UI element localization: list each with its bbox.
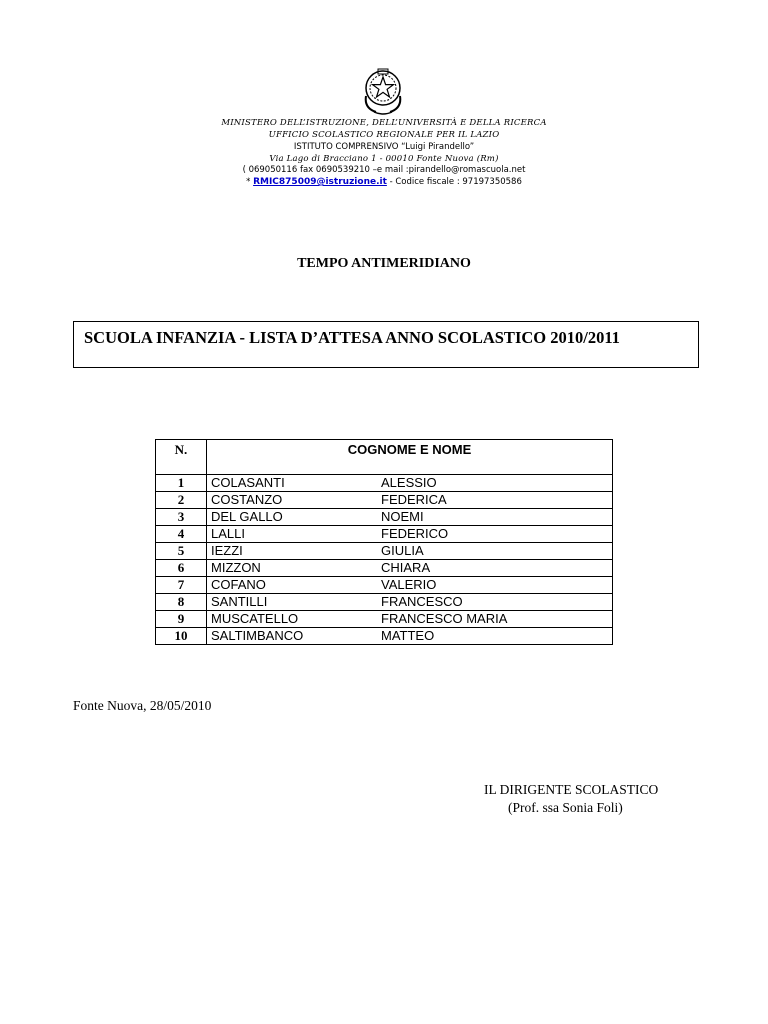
- table-header-row: [156, 440, 613, 475]
- surname: LALLI: [211, 526, 245, 541]
- row-number: 10: [156, 628, 207, 645]
- signatory-name: (Prof. ssa Sonia Foli): [508, 800, 623, 815]
- column-header-name: COGNOME E NOME: [207, 440, 613, 475]
- title-box: [73, 321, 699, 368]
- row-number: 7: [156, 577, 207, 594]
- first-name: CHIARA: [381, 560, 431, 575]
- surname: MIZZON: [211, 560, 261, 575]
- section-heading: TEMPO ANTIMERIDIANO: [297, 256, 471, 271]
- surname: COFANO: [211, 577, 266, 592]
- row-number: 2: [156, 492, 207, 509]
- surname: SALTIMBANCO: [211, 628, 304, 643]
- first-name: FEDERICO: [381, 526, 449, 541]
- place-and-date: Fonte Nuova, 28/05/2010: [73, 698, 212, 713]
- address-line: Via Lago di Bracciano 1 - 00010 Fonte Nuova (Rm): [269, 154, 499, 164]
- first-name: FRANCESCO MARIA: [381, 611, 508, 626]
- surname: DEL GALLO: [211, 509, 283, 524]
- row-number: 5: [156, 543, 207, 560]
- surname: SANTILLI: [211, 594, 268, 609]
- contacts-line: ( 069050116 fax 0690539210 –e mail :pirandello@romascuola.net: [242, 165, 526, 175]
- waiting-list-table: [155, 439, 613, 645]
- signatory-role: IL DIRIGENTE SCOLASTICO: [484, 782, 659, 797]
- email-link[interactable]: RMIC875009@istruzione.it: [253, 177, 387, 187]
- table-row: [156, 611, 613, 628]
- first-name: FRANCESCO: [381, 594, 463, 609]
- first-name: VALERIO: [381, 577, 437, 592]
- table-row: [156, 560, 613, 577]
- regional-office-line: UFFICIO SCOLASTICO REGIONALE PER IL LAZIO: [268, 130, 500, 140]
- document-title: SCUOLA INFANZIA - LISTA D’ATTESA ANNO SCOLASTICO 2010/2011: [84, 328, 620, 347]
- table-row: [156, 577, 613, 594]
- ministry-line: MINISTERO DELL’ISTRUZIONE, DELL’UNIVERSITÀ E DELLA RICERCA: [221, 118, 547, 128]
- table-row: [156, 526, 613, 543]
- table-row: [156, 475, 613, 492]
- surname: COLASANTI: [211, 475, 285, 490]
- table-row: [156, 594, 613, 611]
- column-header-number: N.: [156, 440, 207, 475]
- row-number: 1: [156, 475, 207, 492]
- tax-code: - Codice fiscale : 97197350586: [389, 177, 522, 187]
- first-name: NOEMI: [381, 509, 424, 524]
- table-row: [156, 628, 613, 645]
- table-row: [156, 509, 613, 526]
- row-number: 4: [156, 526, 207, 543]
- surname: IEZZI: [211, 543, 243, 558]
- table-row: [156, 543, 613, 560]
- surname: MUSCATELLO: [211, 611, 299, 626]
- first-name: GIULIA: [381, 543, 424, 558]
- row-number: 6: [156, 560, 207, 577]
- row-number: 3: [156, 509, 207, 526]
- row-number: 9: [156, 611, 207, 628]
- table-row: [156, 492, 613, 509]
- row-number: 8: [156, 594, 207, 611]
- first-name: ALESSIO: [381, 475, 437, 490]
- first-name: FEDERICA: [381, 492, 447, 507]
- republic-emblem-icon: [360, 66, 406, 116]
- email-line: [0, 176, 768, 188]
- bullet: *: [246, 177, 251, 187]
- institute-name: ISTITUTO COMPRENSIVO “Luigi Pirandello”: [293, 142, 475, 152]
- surname: COSTANZO: [211, 492, 283, 507]
- first-name: MATTEO: [381, 628, 435, 643]
